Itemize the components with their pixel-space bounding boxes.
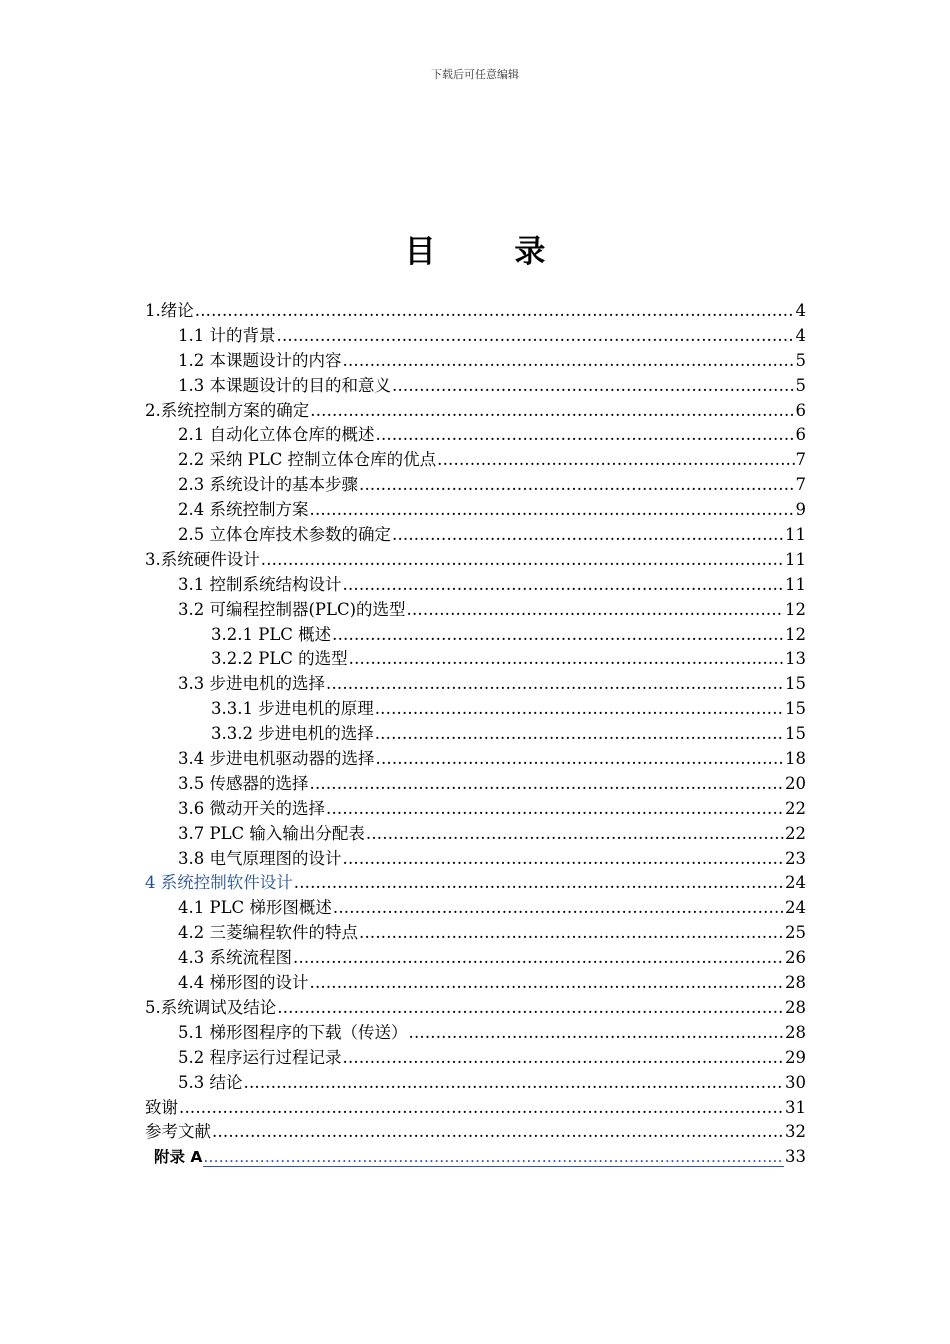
toc-entry-label: 3.4 步进电机驱动器的选择 <box>178 749 375 769</box>
toc-entry-4-2[interactable] <box>145 921 806 946</box>
toc-page-number: 29 <box>785 1047 806 1067</box>
toc-leader-dots <box>392 523 784 548</box>
toc-entry-label: 3.8 电气原理图的设计 <box>178 848 342 868</box>
toc-entry-5-1[interactable] <box>145 1021 806 1046</box>
toc-entry-label: 1.3 本课题设计的目的和意义 <box>178 375 391 395</box>
toc-page-number: 12 <box>785 599 806 619</box>
toc-leader-dots <box>359 473 795 498</box>
toc-entry-label: 2.2 采纳 PLC 控制立体仓库的优点 <box>178 450 437 470</box>
toc-leader-dots <box>333 896 784 921</box>
toc-entry-4-1[interactable] <box>145 896 806 921</box>
toc-leader-dots <box>294 871 784 896</box>
toc-leader-dots <box>359 921 784 946</box>
toc-entry-label: 3.系统硬件设计 <box>145 549 260 569</box>
toc-entry-label: 1.2 本课题设计的内容 <box>178 350 342 370</box>
toc-entry-label: 2.4 系统控制方案 <box>178 500 309 520</box>
toc-page-number: 33 <box>785 1147 806 1167</box>
toc-page-number: 7 <box>795 450 806 470</box>
toc-leader-dots <box>277 996 784 1021</box>
toc-page-number: 4 <box>795 301 806 320</box>
toc-entry-label: 参考文献 <box>145 1122 211 1142</box>
toc-leader-dots <box>179 1096 784 1121</box>
toc-leader-dots <box>407 598 784 623</box>
toc-entry-2-1[interactable] <box>145 423 806 448</box>
toc-page-number: 11 <box>785 549 806 569</box>
toc-leader-dots <box>310 498 795 523</box>
toc-entry-1-2[interactable] <box>145 349 806 374</box>
toc-leader-dots <box>277 324 795 349</box>
toc-entry-3-3-2[interactable] <box>145 722 806 747</box>
toc-entry-label: 致谢 <box>145 1097 178 1117</box>
toc-page-number: 6 <box>795 400 806 420</box>
toc-leader-dots <box>310 772 785 797</box>
toc-leader-dots <box>343 1046 785 1071</box>
toc-leader-dots <box>195 299 795 324</box>
toc-page-number: 12 <box>785 624 806 644</box>
toc-page-number: 28 <box>785 1022 806 1042</box>
toc-entry-label: 4.3 系统流程图 <box>178 948 292 968</box>
toc-leader-dots <box>332 623 784 648</box>
toc-leader-dots <box>349 647 784 672</box>
toc-page-number: 5 <box>795 350 806 370</box>
toc-entry-label: 5.系统调试及结论 <box>145 997 277 1017</box>
toc-entry-3-2[interactable] <box>145 598 806 623</box>
toc-entry-2-4[interactable] <box>145 498 806 523</box>
toc-entry-4-3[interactable] <box>145 946 806 971</box>
toc-entry-label: 5.2 程序运行过程记录 <box>178 1047 342 1067</box>
toc-entry-appendix-a-link[interactable] <box>145 1145 806 1170</box>
toc-leader-dots <box>366 822 784 847</box>
toc-entry-1-3[interactable] <box>145 374 806 399</box>
toc-leader-dots <box>343 847 785 872</box>
toc-entry-label: 1.绪论 <box>145 301 194 320</box>
toc-entry-label: 2.5 立体仓库技术参数的确定 <box>178 525 391 545</box>
toc-entry-label: 3.2.1 PLC 概述 <box>211 624 332 644</box>
toc-entry-label: 2.3 系统设计的基本步骤 <box>178 475 358 495</box>
toc-page-number: 31 <box>785 1097 806 1117</box>
toc-entry-label: 1.1 计的背景 <box>178 325 276 345</box>
toc-leader-dots <box>293 946 784 971</box>
toc-leader-dots <box>409 1021 785 1046</box>
toc-page-number: 4 <box>795 325 806 345</box>
toc-leader-dots <box>376 423 795 448</box>
toc-entry-2-2[interactable] <box>145 448 806 473</box>
toc-page-number: 15 <box>785 699 806 719</box>
toc-leader-dots <box>326 797 784 822</box>
toc-page-number: 30 <box>785 1072 806 1092</box>
toc-entry-label: 3.1 控制系统结构设计 <box>178 574 342 594</box>
toc-entry-3-2-1[interactable] <box>145 623 806 648</box>
toc-leader-dots <box>310 971 785 996</box>
toc-entry-label: 3.7 PLC 输入输出分配表 <box>178 823 365 843</box>
toc-entry-label: 4 系统控制软件设计 <box>145 873 293 893</box>
toc-page-number: 11 <box>785 525 806 545</box>
toc-page-number: 23 <box>785 848 806 868</box>
toc-leader-dots <box>376 747 785 772</box>
toc-leader-dots <box>392 374 795 399</box>
toc-entry-label: 2.系统控制方案的确定 <box>145 400 310 420</box>
toc-page-number: 5 <box>795 375 806 395</box>
toc-entry-label: 附录 A <box>154 1148 203 1167</box>
toc-leader-dots <box>212 1120 784 1145</box>
toc-entry-references[interactable] <box>145 1120 806 1145</box>
toc-entry-3-8[interactable] <box>145 847 806 872</box>
toc-entry-1-intro[interactable] <box>145 299 806 324</box>
toc-page-number: 20 <box>785 773 806 793</box>
toc-page-number: 28 <box>785 997 806 1017</box>
toc-leader-dots <box>203 1148 784 1167</box>
page-header-note: 下载后可任意编辑 <box>431 68 519 81</box>
toc-entry-4-4[interactable] <box>145 971 806 996</box>
toc-entry-2-5[interactable] <box>145 523 806 548</box>
toc-entry-3-3-1[interactable] <box>145 697 806 722</box>
toc-entry-label: 3.2.2 PLC 的选型 <box>211 649 348 669</box>
toc-page-number: 6 <box>795 425 806 445</box>
toc-entry-label: 3.6 微动开关的选择 <box>178 798 325 818</box>
toc-page-number: 15 <box>785 674 806 694</box>
toc-entry-2-3[interactable] <box>145 473 806 498</box>
toc-page-number: 11 <box>785 574 806 594</box>
toc-entry-label: 5.1 梯形图程序的下载（传送） <box>178 1022 408 1042</box>
toc-leader-dots <box>375 697 784 722</box>
toc-entry-label: 3.3.2 步进电机的选择 <box>211 724 374 744</box>
toc-entry-5[interactable] <box>145 996 806 1021</box>
toc-entry-3-7[interactable] <box>145 822 806 847</box>
toc-leader-dots <box>343 573 785 598</box>
toc-page-number: 26 <box>785 948 806 968</box>
toc-entry-2[interactable] <box>145 399 806 424</box>
toc-entry-5-3[interactable] <box>145 1071 806 1096</box>
toc-entry-label: 3.2 可编程控制器(PLC)的选型 <box>178 599 406 619</box>
toc-page-number: 32 <box>785 1122 806 1142</box>
toc-page-number: 25 <box>785 923 806 943</box>
toc-page-number: 7 <box>795 475 806 495</box>
toc-title: 目 录 <box>404 234 580 270</box>
table-of-contents <box>145 299 806 1170</box>
toc-entry-3-4[interactable] <box>145 747 806 772</box>
toc-page-number: 28 <box>785 973 806 993</box>
toc-page-number: 13 <box>785 649 806 669</box>
toc-entry-label: 2.1 自动化立体仓库的概述 <box>178 425 375 445</box>
toc-entry-1-1[interactable] <box>145 324 806 349</box>
toc-entry-3-5[interactable] <box>145 772 806 797</box>
toc-entry-3-2-2[interactable] <box>145 647 806 672</box>
toc-page-number: 18 <box>785 749 806 769</box>
toc-leader-dots <box>244 1071 785 1096</box>
toc-entry-acknowledgements[interactable] <box>145 1096 806 1121</box>
toc-page-number: 24 <box>785 873 806 893</box>
toc-leader-dots <box>261 548 784 573</box>
toc-leader-dots <box>343 349 795 374</box>
toc-page-number: 15 <box>785 724 806 744</box>
toc-entry-3-3[interactable] <box>145 672 806 697</box>
toc-entry-4[interactable] <box>145 871 806 896</box>
toc-leader-dots <box>375 722 784 747</box>
toc-entry-5-2[interactable] <box>145 1046 806 1071</box>
toc-page-number: 22 <box>785 823 806 843</box>
toc-entry-label: 4.2 三菱编程软件的特点 <box>178 923 358 943</box>
toc-page-number: 9 <box>795 500 806 520</box>
toc-entry-label: 5.3 结论 <box>178 1072 243 1092</box>
toc-entry-3[interactable] <box>145 548 806 573</box>
toc-entry-label: 4.4 梯形图的设计 <box>178 973 309 993</box>
toc-entry-label: 4.1 PLC 梯形图概述 <box>178 898 332 918</box>
toc-entry-3-6[interactable] <box>145 797 806 822</box>
toc-page-number: 24 <box>785 898 806 918</box>
toc-entry-label: 3.3 步进电机的选择 <box>178 674 325 694</box>
toc-leader-dots <box>310 399 794 424</box>
toc-entry-label: 3.3.1 步进电机的原理 <box>211 699 374 719</box>
toc-entry-3-1[interactable] <box>145 573 806 598</box>
toc-leader-dots <box>437 448 794 473</box>
toc-page-number: 22 <box>785 798 806 818</box>
toc-entry-label: 3.5 传感器的选择 <box>178 773 309 793</box>
toc-leader-dots <box>326 672 784 697</box>
